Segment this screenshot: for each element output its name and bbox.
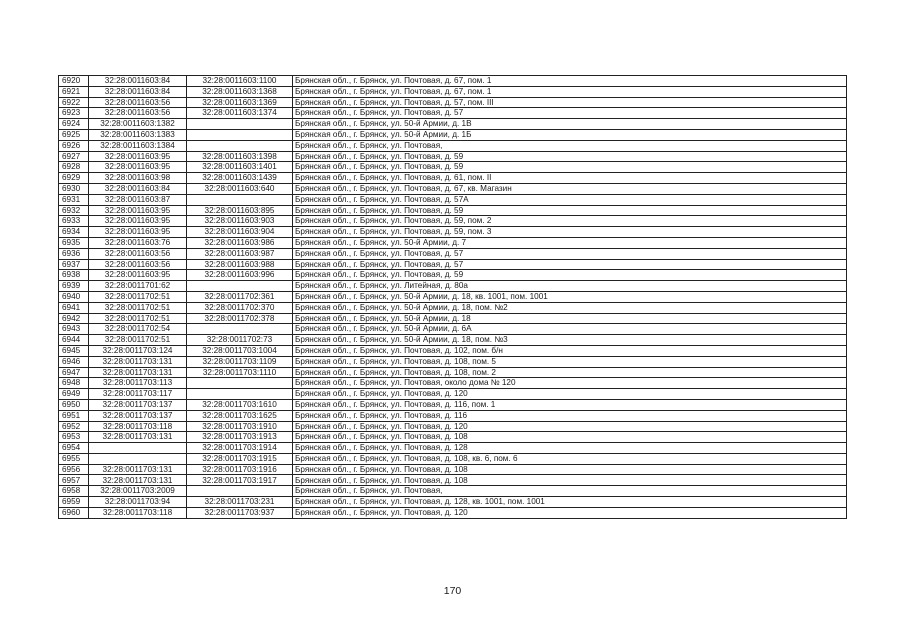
object-cadastral-number-cell: 32:28:0011603:1401 (187, 162, 293, 173)
address-cell: Брянская обл., г. Брянск, ул. 50-й Армии, д. 6А (293, 324, 847, 335)
parcel-cadastral-number-cell: 32:28:0011703:137 (89, 399, 187, 410)
address-cell: Брянская обл., г. Брянск, ул. Почтовая, д. 128, кв. 1001, пом. 1001 (293, 497, 847, 508)
table-row (59, 86, 847, 97)
row-number-cell: 6929 (59, 173, 89, 184)
table-row (59, 129, 847, 140)
address-cell: Брянская обл., г. Брянск, ул. Почтовая, д. 67, пом. 1 (293, 76, 847, 87)
parcel-cadastral-number-cell: 32:28:0011701:62 (89, 281, 187, 292)
row-number-cell: 6939 (59, 281, 89, 292)
table-row (59, 237, 847, 248)
object-cadastral-number-cell: 32:28:0011703:1004 (187, 345, 293, 356)
row-number-cell: 6933 (59, 216, 89, 227)
address-cell: Брянская обл., г. Брянск, ул. Почтовая, д. 120 (293, 507, 847, 518)
address-cell: Брянская обл., г. Брянск, ул. Литейная, д. 80а (293, 281, 847, 292)
table-row (59, 313, 847, 324)
row-number-cell: 6936 (59, 248, 89, 259)
table-row (59, 410, 847, 421)
address-cell: Брянская обл., г. Брянск, ул. Почтовая, около дома № 120 (293, 378, 847, 389)
address-cell: Брянская обл., г. Брянск, ул. Почтовая, д. 59 (293, 205, 847, 216)
parcel-cadastral-number-cell: 32:28:0011603:1383 (89, 129, 187, 140)
object-cadastral-number-cell: 32:28:0011703:1610 (187, 399, 293, 410)
object-cadastral-number-cell: 32:28:0011603:1374 (187, 108, 293, 119)
object-cadastral-number-cell: 32:28:0011702:370 (187, 302, 293, 313)
object-cadastral-number-cell: 32:28:0011703:231 (187, 497, 293, 508)
parcel-cadastral-number-cell: 32:28:0011603:56 (89, 108, 187, 119)
address-cell: Брянская обл., г. Брянск, ул. Почтовая, д. 108 (293, 432, 847, 443)
table-row (59, 335, 847, 346)
table-row (59, 464, 847, 475)
row-number-cell: 6951 (59, 410, 89, 421)
address-cell: Брянская обл., г. Брянск, ул. Почтовая, д. 57, пом. III (293, 97, 847, 108)
object-cadastral-number-cell (187, 324, 293, 335)
address-cell: Брянская обл., г. Брянск, ул. Почтовая, д. 108 (293, 475, 847, 486)
parcel-cadastral-number-cell: 32:28:0011603:76 (89, 237, 187, 248)
object-cadastral-number-cell: 32:28:0011603:640 (187, 183, 293, 194)
row-number-cell: 6938 (59, 270, 89, 281)
object-cadastral-number-cell: 32:28:0011603:988 (187, 259, 293, 270)
parcel-cadastral-number-cell: 32:28:0011603:95 (89, 205, 187, 216)
row-number-cell: 6959 (59, 497, 89, 508)
parcel-cadastral-number-cell: 32:28:0011703:131 (89, 475, 187, 486)
address-cell: Брянская обл., г. Брянск, ул. Почтовая, д. 102, пом. б/н (293, 345, 847, 356)
object-cadastral-number-cell: 32:28:0011703:937 (187, 507, 293, 518)
table-row (59, 194, 847, 205)
parcel-cadastral-number-cell: 32:28:0011703:131 (89, 432, 187, 443)
row-number-cell: 6948 (59, 378, 89, 389)
row-number-cell: 6942 (59, 313, 89, 324)
address-cell: Брянская обл., г. Брянск, ул. Почтовая, д. 59, пом. 3 (293, 227, 847, 238)
parcel-cadastral-number-cell: 32:28:0011603:87 (89, 194, 187, 205)
address-cell: Брянская обл., г. Брянск, ул. Почтовая, д. 57 (293, 108, 847, 119)
table-row (59, 173, 847, 184)
address-cell: Брянская обл., г. Брянск, ул. Почтовая, д. 67, пом. 1 (293, 86, 847, 97)
parcel-cadastral-number-cell: 32:28:0011702:51 (89, 291, 187, 302)
row-number-cell: 6947 (59, 367, 89, 378)
parcel-cadastral-number-cell: 32:28:0011603:1382 (89, 119, 187, 130)
row-number-cell: 6923 (59, 108, 89, 119)
parcel-cadastral-number-cell: 32:28:0011603:95 (89, 216, 187, 227)
object-cadastral-number-cell (187, 281, 293, 292)
row-number-cell: 6953 (59, 432, 89, 443)
address-cell: Брянская обл., г. Брянск, ул. Почтовая, д. 128 (293, 443, 847, 454)
row-number-cell: 6941 (59, 302, 89, 313)
row-number-cell: 6940 (59, 291, 89, 302)
parcel-cadastral-number-cell (89, 443, 187, 454)
address-cell: Брянская обл., г. Брянск, ул. Почтовая, д. 59, пом. 2 (293, 216, 847, 227)
row-number-cell: 6954 (59, 443, 89, 454)
parcel-cadastral-number-cell: 32:28:0011703:131 (89, 356, 187, 367)
parcel-cadastral-number-cell: 32:28:0011703:2009 (89, 486, 187, 497)
row-number-cell: 6946 (59, 356, 89, 367)
parcel-cadastral-number-cell: 32:28:0011702:54 (89, 324, 187, 335)
address-cell: Брянская обл., г. Брянск, ул. Почтовая, д. 61, пом. II (293, 173, 847, 184)
object-cadastral-number-cell: 32:28:0011703:1914 (187, 443, 293, 454)
row-number-cell: 6958 (59, 486, 89, 497)
row-number-cell: 6926 (59, 140, 89, 151)
parcel-cadastral-number-cell: 32:28:0011603:95 (89, 162, 187, 173)
table-row (59, 443, 847, 454)
table-row (59, 486, 847, 497)
object-cadastral-number-cell (187, 119, 293, 130)
row-number-cell: 6945 (59, 345, 89, 356)
table-row (59, 453, 847, 464)
parcel-cadastral-number-cell: 32:28:0011703:118 (89, 507, 187, 518)
table-row (59, 475, 847, 486)
table-row (59, 324, 847, 335)
registry-table (58, 75, 847, 519)
address-cell: Брянская обл., г. Брянск, ул. Почтовая, д. 108, кв. 6, пом. 6 (293, 453, 847, 464)
object-cadastral-number-cell: 32:28:0011603:1368 (187, 86, 293, 97)
table-row (59, 356, 847, 367)
parcel-cadastral-number-cell: 32:28:0011603:84 (89, 86, 187, 97)
row-number-cell: 6944 (59, 335, 89, 346)
parcel-cadastral-number-cell: 32:28:0011702:51 (89, 302, 187, 313)
address-cell: Брянская обл., г. Брянск, ул. Почтовая, д. 57А (293, 194, 847, 205)
object-cadastral-number-cell: 32:28:0011703:1910 (187, 421, 293, 432)
table-row (59, 108, 847, 119)
table-row (59, 507, 847, 518)
table-row (59, 281, 847, 292)
table-row (59, 248, 847, 259)
object-cadastral-number-cell: 32:28:0011603:986 (187, 237, 293, 248)
object-cadastral-number-cell: 32:28:0011603:996 (187, 270, 293, 281)
object-cadastral-number-cell (187, 486, 293, 497)
object-cadastral-number-cell (187, 389, 293, 400)
row-number-cell: 6955 (59, 453, 89, 464)
table-row (59, 291, 847, 302)
address-cell: Брянская обл., г. Брянск, ул. Почтовая, (293, 140, 847, 151)
address-cell: Брянская обл., г. Брянск, ул. Почтовая, д. 108, пом. 2 (293, 367, 847, 378)
table-row (59, 421, 847, 432)
parcel-cadastral-number-cell: 32:28:0011703:118 (89, 421, 187, 432)
parcel-cadastral-number-cell: 32:28:0011702:51 (89, 335, 187, 346)
object-cadastral-number-cell (187, 194, 293, 205)
parcel-cadastral-number-cell: 32:28:0011603:56 (89, 259, 187, 270)
table-row (59, 119, 847, 130)
object-cadastral-number-cell: 32:28:0011603:1398 (187, 151, 293, 162)
object-cadastral-number-cell: 32:28:0011703:1915 (187, 453, 293, 464)
object-cadastral-number-cell: 32:28:0011703:1625 (187, 410, 293, 421)
address-cell: Брянская обл., г. Брянск, ул. 50-й Армии, д. 18, пом. №3 (293, 335, 847, 346)
table-row (59, 140, 847, 151)
row-number-cell: 6949 (59, 389, 89, 400)
object-cadastral-number-cell: 32:28:0011702:378 (187, 313, 293, 324)
parcel-cadastral-number-cell: 32:28:0011603:84 (89, 76, 187, 87)
object-cadastral-number-cell: 32:28:0011603:1439 (187, 173, 293, 184)
table-row (59, 259, 847, 270)
address-cell: Брянская обл., г. Брянск, ул. Почтовая, д. 108 (293, 464, 847, 475)
table-row (59, 97, 847, 108)
registry-table-body (59, 76, 847, 519)
parcel-cadastral-number-cell: 32:28:0011703:131 (89, 464, 187, 475)
row-number-cell: 6956 (59, 464, 89, 475)
table-row (59, 151, 847, 162)
table-row (59, 497, 847, 508)
parcel-cadastral-number-cell: 32:28:0011603:95 (89, 270, 187, 281)
table-row (59, 345, 847, 356)
table-row (59, 389, 847, 400)
address-cell: Брянская обл., г. Брянск, ул. 50-й Армии, д. 1В (293, 119, 847, 130)
address-cell: Брянская обл., г. Брянск, ул. Почтовая, д. 59 (293, 270, 847, 281)
address-cell: Брянская обл., г. Брянск, ул. Почтовая, д. 57 (293, 248, 847, 259)
table-row (59, 270, 847, 281)
parcel-cadastral-number-cell: 32:28:0011603:84 (89, 183, 187, 194)
table-row (59, 162, 847, 173)
parcel-cadastral-number-cell: 32:28:0011702:51 (89, 313, 187, 324)
table-row (59, 227, 847, 238)
parcel-cadastral-number-cell: 32:28:0011703:113 (89, 378, 187, 389)
table-row (59, 216, 847, 227)
address-cell: Брянская обл., г. Брянск, ул. 50-й Армии, д. 1Б (293, 129, 847, 140)
row-number-cell: 6920 (59, 76, 89, 87)
object-cadastral-number-cell: 32:28:0011703:1917 (187, 475, 293, 486)
page-number: 170 (443, 585, 462, 597)
row-number-cell: 6925 (59, 129, 89, 140)
address-cell: Брянская обл., г. Брянск, ул. Почтовая, д. 59 (293, 151, 847, 162)
object-cadastral-number-cell (187, 378, 293, 389)
row-number-cell: 6921 (59, 86, 89, 97)
parcel-cadastral-number-cell: 32:28:0011603:98 (89, 173, 187, 184)
parcel-cadastral-number-cell (89, 453, 187, 464)
parcel-cadastral-number-cell: 32:28:0011703:137 (89, 410, 187, 421)
address-cell: Брянская обл., г. Брянск, ул. Почтовая, д. 59 (293, 162, 847, 173)
object-cadastral-number-cell: 32:28:0011703:1913 (187, 432, 293, 443)
table-row (59, 432, 847, 443)
row-number-cell: 6935 (59, 237, 89, 248)
address-cell: Брянская обл., г. Брянск, ул. 50-й Армии, д. 7 (293, 237, 847, 248)
row-number-cell: 6957 (59, 475, 89, 486)
object-cadastral-number-cell: 32:28:0011702:73 (187, 335, 293, 346)
parcel-cadastral-number-cell: 32:28:0011603:95 (89, 227, 187, 238)
parcel-cadastral-number-cell: 32:28:0011603:56 (89, 97, 187, 108)
address-cell: Брянская обл., г. Брянск, ул. Почтовая, д. 120 (293, 389, 847, 400)
row-number-cell: 6937 (59, 259, 89, 270)
parcel-cadastral-number-cell: 32:28:0011603:1384 (89, 140, 187, 151)
object-cadastral-number-cell (187, 140, 293, 151)
address-cell: Брянская обл., г. Брянск, ул. 50-й Армии, д. 18 (293, 313, 847, 324)
address-cell: Брянская обл., г. Брянск, ул. Почтовая, д. 67, кв. Магазин (293, 183, 847, 194)
object-cadastral-number-cell: 32:28:0011702:361 (187, 291, 293, 302)
parcel-cadastral-number-cell: 32:28:0011703:94 (89, 497, 187, 508)
row-number-cell: 6931 (59, 194, 89, 205)
row-number-cell: 6927 (59, 151, 89, 162)
row-number-cell: 6924 (59, 119, 89, 130)
object-cadastral-number-cell: 32:28:0011603:1100 (187, 76, 293, 87)
table-row (59, 183, 847, 194)
address-cell: Брянская обл., г. Брянск, ул. Почтовая, д. 108, пом. 5 (293, 356, 847, 367)
object-cadastral-number-cell: 32:28:0011603:904 (187, 227, 293, 238)
object-cadastral-number-cell: 32:28:0011603:1369 (187, 97, 293, 108)
parcel-cadastral-number-cell: 32:28:0011703:131 (89, 367, 187, 378)
parcel-cadastral-number-cell: 32:28:0011703:117 (89, 389, 187, 400)
row-number-cell: 6928 (59, 162, 89, 173)
row-number-cell: 6930 (59, 183, 89, 194)
parcel-cadastral-number-cell: 32:28:0011603:56 (89, 248, 187, 259)
row-number-cell: 6952 (59, 421, 89, 432)
address-cell: Брянская обл., г. Брянск, ул. Почтовая, д. 116, пом. 1 (293, 399, 847, 410)
table-row (59, 302, 847, 313)
row-number-cell: 6932 (59, 205, 89, 216)
table-row (59, 367, 847, 378)
object-cadastral-number-cell: 32:28:0011603:987 (187, 248, 293, 259)
address-cell: Брянская обл., г. Брянск, ул. Почтовая, д. 120 (293, 421, 847, 432)
row-number-cell: 6960 (59, 507, 89, 518)
object-cadastral-number-cell (187, 129, 293, 140)
table-row (59, 399, 847, 410)
row-number-cell: 6950 (59, 399, 89, 410)
object-cadastral-number-cell: 32:28:0011603:895 (187, 205, 293, 216)
table-row (59, 378, 847, 389)
address-cell: Брянская обл., г. Брянск, ул. Почтовая, (293, 486, 847, 497)
address-cell: Брянская обл., г. Брянск, ул. Почтовая, д. 57 (293, 259, 847, 270)
address-cell: Брянская обл., г. Брянск, ул. Почтовая, д. 116 (293, 410, 847, 421)
object-cadastral-number-cell: 32:28:0011603:903 (187, 216, 293, 227)
table-row (59, 76, 847, 87)
row-number-cell: 6922 (59, 97, 89, 108)
address-cell: Брянская обл., г. Брянск, ул. 50-й Армии, д. 18, кв. 1001, пом. 1001 (293, 291, 847, 302)
parcel-cadastral-number-cell: 32:28:0011603:95 (89, 151, 187, 162)
row-number-cell: 6934 (59, 227, 89, 238)
parcel-cadastral-number-cell: 32:28:0011703:124 (89, 345, 187, 356)
object-cadastral-number-cell: 32:28:0011703:1110 (187, 367, 293, 378)
address-cell: Брянская обл., г. Брянск, ул. 50-й Армии, д. 18, пом. №2 (293, 302, 847, 313)
row-number-cell: 6943 (59, 324, 89, 335)
object-cadastral-number-cell: 32:28:0011703:1109 (187, 356, 293, 367)
object-cadastral-number-cell: 32:28:0011703:1916 (187, 464, 293, 475)
table-row (59, 205, 847, 216)
